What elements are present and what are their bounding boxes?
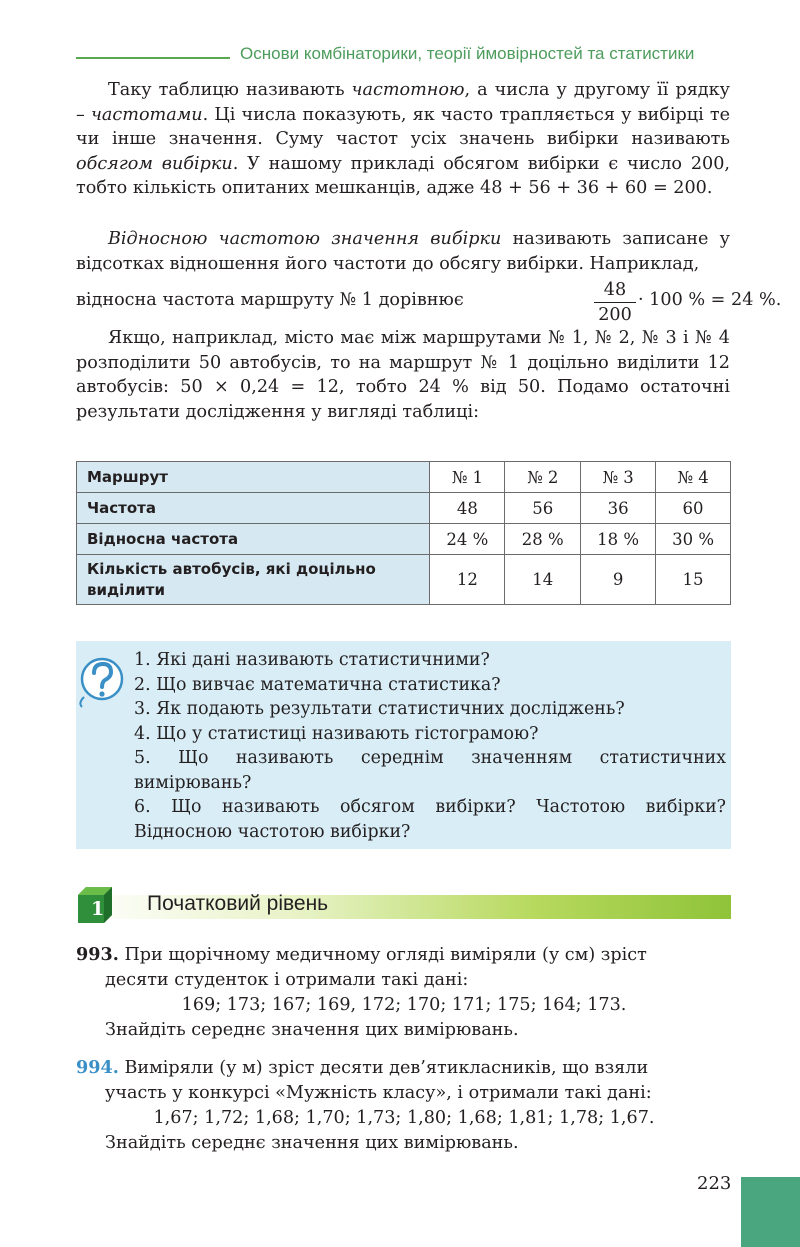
table-cell: 14: [505, 555, 581, 605]
row-label: Частота: [77, 493, 430, 524]
table-row: [77, 555, 731, 605]
list-item: 2. Що вивчає математична статистика?: [134, 674, 501, 695]
page-number: 223: [697, 1173, 732, 1194]
table-cell: 9: [581, 555, 656, 605]
list-item: 5. Що називають середнім значенням статистичних вимірювань?: [134, 748, 726, 793]
exercise-task: Знайдіть середнє значення цих вимірювань.: [105, 1133, 519, 1153]
table-row: [77, 493, 731, 524]
fraction-numerator: 48: [594, 278, 636, 303]
table-cell: 30 %: [656, 524, 731, 555]
questions-list: [134, 648, 726, 844]
row-label: Відносна частота: [77, 524, 430, 555]
table-cell: № 4: [656, 462, 731, 493]
formula-result: · 100 % = 24 %.: [638, 290, 782, 310]
paragraph-relative-frequency: Відносною частотою значення вибірки називають записане у відсотках відношення його частоти до обсягу вибірки. Наприклад,: [76, 229, 730, 274]
review-questions-box: [76, 641, 731, 849]
table-cell: 15: [656, 555, 731, 605]
level-title: Початковий рівень: [147, 892, 329, 915]
formula-line: [76, 278, 782, 326]
table-cell: 60: [656, 493, 731, 524]
results-table: [76, 461, 731, 605]
table-cell: 28 %: [505, 524, 581, 555]
list-item: 4. Що у статистиці називають гістограмою?: [134, 723, 539, 744]
table-cell: 12: [430, 555, 505, 605]
table-cell: 48: [430, 493, 505, 524]
table-cell: 56: [505, 493, 581, 524]
list-item: 1. Які дані називають статистичними?: [134, 650, 490, 670]
exercise-text: участь у конкурсі «Мужність класу», і отримали такі дані:: [105, 1083, 652, 1103]
header-rule: [76, 57, 230, 59]
exercise-number: 993.: [76, 944, 119, 965]
table-cell: № 2: [505, 462, 581, 493]
list-item: 6. Що називають обсягом вибірки? Частотою вибірки? Відносною частотою вибірки?: [134, 797, 726, 842]
paragraph-bus-distribution: Якщо, наприклад, місто має між маршрутами № 1, № 2, № 3 і № 4 розподілити 50 автобусів, то на маршрут № 1 доцільно виділити 12 автобусів: 50 × 0,24 = 12, тобто 24 % від 50. Подамо остаточні результати дослідження у вигляді таблиці:: [76, 328, 730, 422]
table-row: [77, 524, 731, 555]
row-label: Кількість автобусів, які доцільно виділити: [77, 555, 430, 605]
table-cell: № 3: [581, 462, 656, 493]
row-label: Маршрут: [77, 462, 430, 493]
level-badge-number: 1: [91, 898, 105, 920]
table-cell: 36: [581, 493, 656, 524]
list-item: 3. Як подають результати статистичних досліджень?: [134, 699, 625, 719]
fraction: [594, 278, 636, 327]
exercise-994: [76, 1055, 732, 1156]
exercise-993: [76, 942, 732, 1043]
paragraph-frequency-table: Таку таблицю називають частотною, а числа у другому її рядку – частотами. Ці числа показують, як часто трапляється у вибірці те чи інше значення. Суму частот усіх значень вибірки називають обсягом вибірки. У нашому прикладі обсягом вибірки є число 200, тобто кількість опитаних мешканців, адже 48 + 56 + 36 + 60 = 200.: [76, 80, 730, 198]
running-header: Основи комбінаторики, теорії ймовірностей та статистики: [240, 44, 695, 63]
table-cell: 24 %: [430, 524, 505, 555]
table-row: [77, 462, 731, 493]
exercise-number: 994.: [76, 1057, 119, 1078]
formula-text: відносна частота маршруту № 1 дорівнює: [76, 290, 464, 310]
question-mark-icon: [76, 653, 126, 709]
exercise-data: 1,67; 1,72; 1,68; 1,70; 1,73; 1,80; 1,68; 1,81; 1,78; 1,67.: [153, 1108, 655, 1128]
table-cell: 18 %: [581, 524, 656, 555]
table-cell: № 1: [430, 462, 505, 493]
page-tab: [741, 1177, 800, 1247]
level-badge-icon: [76, 885, 116, 925]
exercise-text: десяти студенток і отримали такі дані:: [105, 970, 469, 990]
exercise-text: При щорічному медичному огляді виміряли (у см) зріст: [124, 945, 647, 965]
exercise-data: 169; 173; 167; 169, 172; 170; 171; 175; 164; 173.: [181, 995, 627, 1015]
exercise-text: Виміряли (у м) зріст десяти дев’ятикласників, що взяли: [124, 1058, 649, 1078]
fraction-denominator: 200: [598, 305, 632, 325]
exercise-task: Знайдіть середнє значення цих вимірювань.: [105, 1020, 519, 1040]
